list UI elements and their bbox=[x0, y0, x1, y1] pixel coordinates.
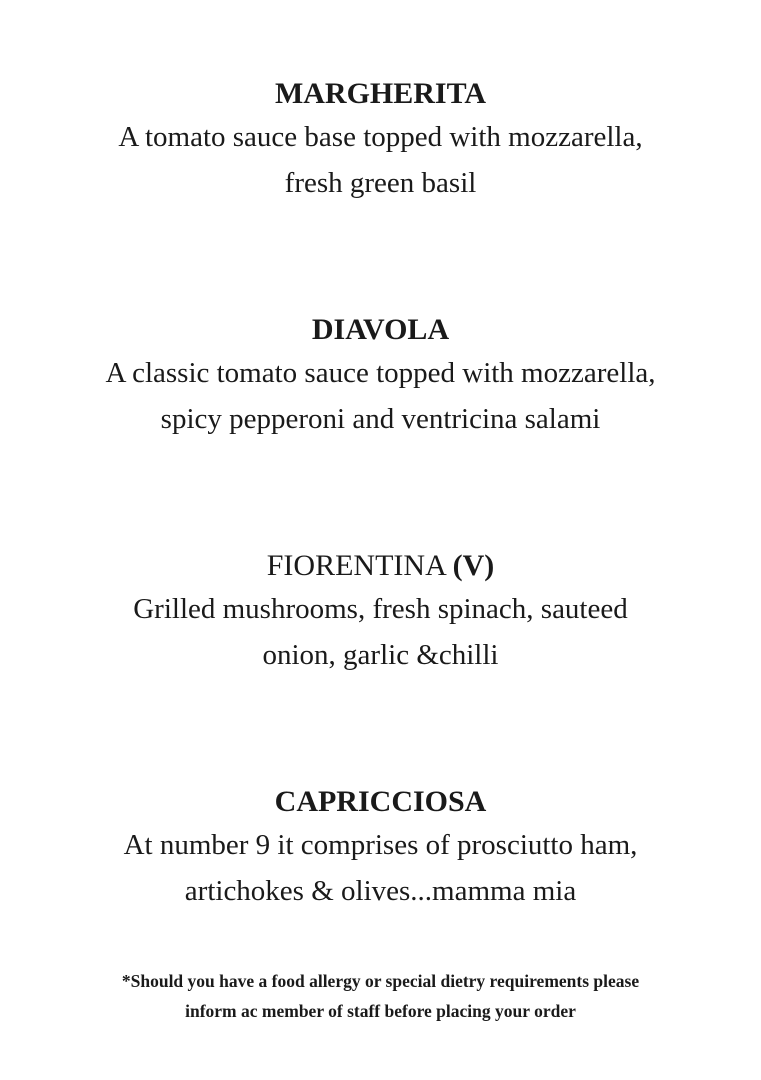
menu-item-title: DIAVOLA bbox=[311, 313, 450, 346]
description-line: artichokes & olives...mamma mia bbox=[184, 875, 577, 907]
menu-item-title: CAPRICCIOSA bbox=[274, 785, 487, 818]
description-line: A tomato sauce base topped with mozzarella, bbox=[118, 121, 643, 153]
description-line: Grilled mushrooms, fresh spinach, sauteed bbox=[133, 593, 628, 625]
menu-item-description bbox=[0, 114, 761, 206]
menu-item-margherita bbox=[0, 74, 761, 206]
description-line: spicy pepperoni and ventricina salami bbox=[160, 403, 601, 435]
menu-item-diavola bbox=[0, 310, 761, 442]
description-line: fresh green basil bbox=[284, 167, 477, 199]
menu-item-description bbox=[0, 350, 761, 442]
allergy-notice-line: inform ac member of staff before placing your order bbox=[185, 1001, 576, 1021]
allergy-notice-line: *Should you have a food allergy or special dietry requirements please bbox=[121, 971, 640, 991]
allergy-notice bbox=[0, 966, 761, 1026]
menu-item-description bbox=[0, 586, 761, 678]
menu-item-title: FIORENTINA (V) bbox=[266, 549, 495, 582]
menu-item-capricciosa bbox=[0, 782, 761, 914]
menu-item-fiorentina bbox=[0, 546, 761, 678]
description-line: A classic tomato sauce topped with mozzarella, bbox=[105, 357, 656, 389]
vegetarian-tag: (V) bbox=[452, 549, 495, 582]
menu-item-description bbox=[0, 822, 761, 914]
description-line: onion, garlic &chilli bbox=[262, 639, 499, 671]
description-line: At number 9 it comprises of prosciutto ham, bbox=[123, 829, 638, 861]
menu-item-title: MARGHERITA bbox=[274, 77, 487, 110]
